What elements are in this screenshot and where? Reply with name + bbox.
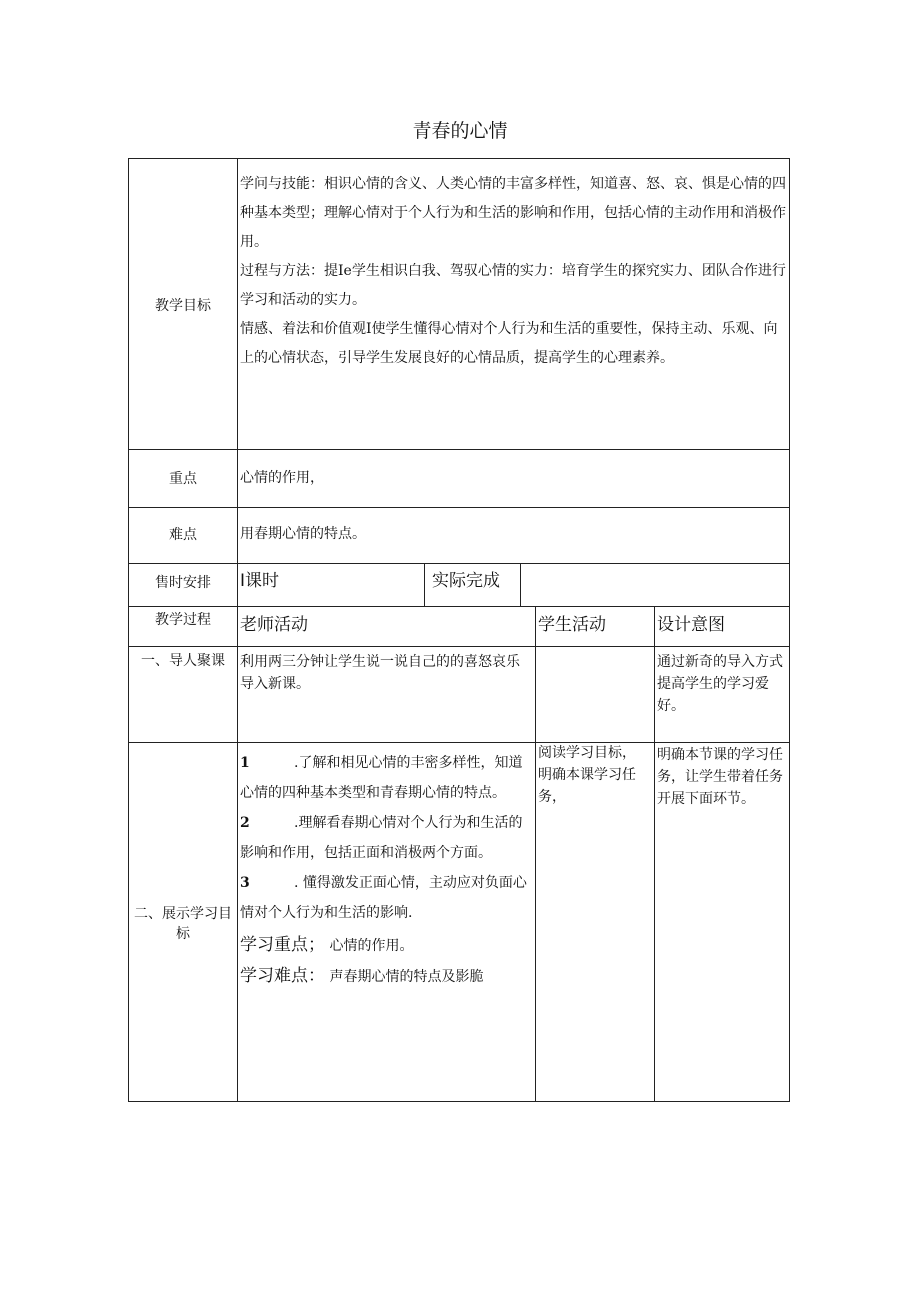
step2-design: 明确本节课的学习任务，让学生带着任务开展下面环节。	[657, 747, 783, 807]
objective-values: 情感、着法和价值观I使学生懂得心情对个人行为和生活的重要性，保持主动、乐观、向上的心情状态，引导学生发展良好的心情品质，提高学生的心理素养。	[240, 321, 778, 366]
objective-method: 过程与方法：提Ie学生相识白我、驾驭心情的实力：培育学生的探究实力、团队合作进行学习和活动的实力。	[240, 263, 786, 308]
row-divider	[128, 449, 790, 450]
goal-item	[240, 748, 532, 808]
learning-difficulty	[240, 961, 490, 992]
goal-number: 2	[240, 815, 250, 831]
goal-text: . 懂得激发正面心情，主动应对负面心情对个人行为和生活的影响.	[240, 875, 527, 921]
design-intent-header: 设计意图	[657, 615, 725, 635]
objectives-label: 教学目标	[155, 298, 211, 314]
column-divider	[520, 563, 521, 606]
row-divider	[128, 563, 790, 564]
process-label: 教学过程	[155, 612, 211, 628]
teacher-activity-header: 老师活动	[240, 615, 308, 635]
column-divider	[237, 158, 238, 1102]
step2-student: 阅读学习目标，明确本课学习任务，	[538, 745, 636, 805]
step2-label: 二、展示学习目标	[134, 906, 232, 942]
actual-completion-label: 实际完成	[432, 571, 500, 591]
step1-teacher: 利用两三分钟让学生说一说自己的的喜怒哀乐导入新课。	[240, 654, 520, 692]
step2-teacher	[240, 748, 532, 992]
key-point-value: 心情的作用，	[240, 470, 324, 486]
column-divider	[424, 563, 425, 606]
goal-number: 1	[240, 755, 250, 771]
goal-item	[240, 868, 532, 928]
student-activity-header: 学生活动	[538, 615, 606, 635]
learning-difficulty-label: 学习难点：	[240, 966, 325, 986]
column-divider	[535, 606, 536, 1102]
row-divider	[128, 646, 790, 647]
objectives-content	[240, 170, 788, 373]
goal-text: .理解看春期心情对个人行为和生活的影响和作用，包括正面和消极两个方面。	[240, 815, 523, 861]
step1-label: 一、导人聚课	[141, 653, 225, 669]
learning-difficulty-text: 声春期心情的特点及影脆	[329, 969, 484, 985]
difficulty-value: 用春期心情的特点。	[240, 526, 366, 542]
row-divider	[128, 606, 790, 607]
learning-key-text: 心情的作用。	[329, 938, 414, 954]
row-divider	[128, 507, 790, 508]
learning-key-label: 学习重点；	[240, 935, 325, 955]
objective-knowledge: 学问与技能：相识心情的含义、人类心情的丰富多样性，知道喜、怒、哀、惧是心情的四种基本类型；理解心情对于个人行为和生活的影响和作用，包括心情的主动作用和消极作用。	[240, 176, 786, 250]
key-point-label: 重点	[169, 471, 197, 487]
row-divider	[128, 742, 790, 743]
learning-key-point	[240, 930, 532, 961]
column-divider	[654, 606, 655, 1102]
goal-item	[240, 808, 532, 868]
page-title: 青春的心情	[412, 120, 508, 142]
schedule-value: I课时	[240, 571, 280, 591]
goal-number: 3	[240, 875, 250, 891]
step1-design: 通过新奇的导入方式提高学生的学习爱好。	[657, 654, 783, 714]
difficulty-label: 难点	[169, 527, 197, 543]
schedule-label: 售时安排	[155, 575, 211, 591]
goal-text: .了解和相见心情的丰密多样性，知道心情的四种基本类型和青春期心情的特点。	[240, 755, 523, 801]
